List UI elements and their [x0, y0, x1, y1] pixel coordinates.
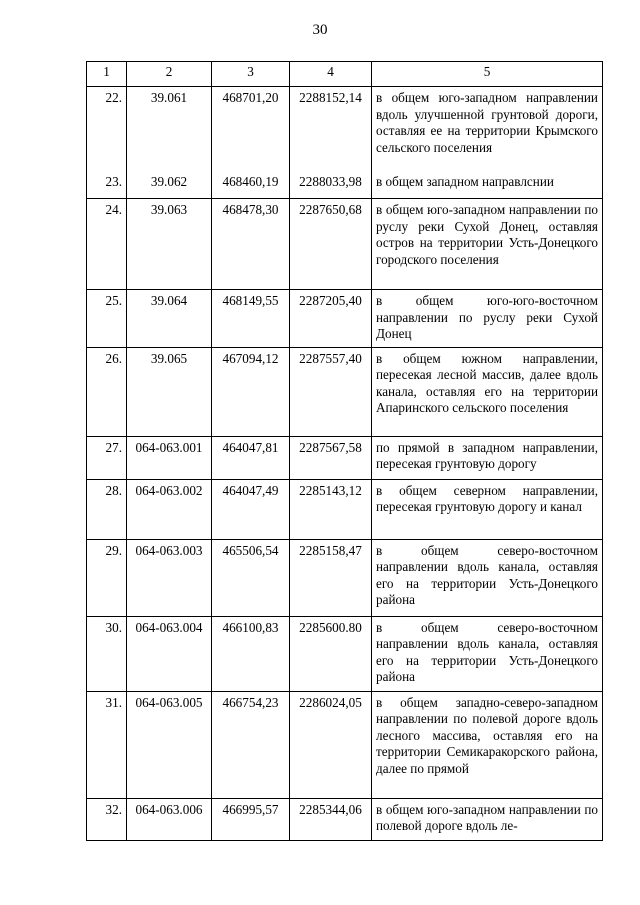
row-number: 30.: [87, 616, 127, 691]
header-cell: 4: [290, 62, 372, 87]
coord-x: 466100,83: [212, 616, 290, 691]
row-number: 31.: [87, 691, 127, 798]
header-cell: 2: [127, 62, 212, 87]
coord-y: 2285143,12: [290, 479, 372, 539]
coord-y: 2285344,06: [290, 798, 372, 840]
table-row: [87, 436, 603, 479]
coord-y: 2287205,40: [290, 290, 372, 348]
point-id: 064-063.004: [127, 616, 212, 691]
coord-x: 466995,57: [212, 798, 290, 840]
coord-y: 2288033,98: [290, 171, 372, 199]
header-cell: 1: [87, 62, 127, 87]
direction-description: в общем юго-западном направлении по руслу реки Сухой Донец, оставляя остров на территории Усть-Донецкого городского поселения: [372, 199, 603, 290]
coord-y: 2287567,58: [290, 436, 372, 479]
table-row: [87, 539, 603, 616]
table-row: [87, 199, 603, 290]
direction-description: в общем северо-восточном направлении вдоль канала, оставляя его на территории Усть-Донецкого района: [372, 616, 603, 691]
table-row: [87, 616, 603, 691]
boundary-table: [86, 61, 603, 841]
table-row: [87, 798, 603, 840]
row-number: 27.: [87, 436, 127, 479]
point-id: 064-063.005: [127, 691, 212, 798]
table-row: [87, 290, 603, 348]
row-number: 26.: [87, 347, 127, 436]
row-number: 24.: [87, 199, 127, 290]
point-id: 39.064: [127, 290, 212, 348]
row-number: 23.: [87, 171, 127, 199]
coord-x: 468460,19: [212, 171, 290, 199]
point-id: 39.063: [127, 199, 212, 290]
direction-description: в общем юго-западном направлении вдоль улучшенной грунтовой дороги, оставляя ее на территории Крымского сельского поселения: [372, 87, 603, 171]
point-id: 064-063.006: [127, 798, 212, 840]
header-cell: 5: [372, 62, 603, 87]
coord-y: 2285158,47: [290, 539, 372, 616]
point-id: 39.065: [127, 347, 212, 436]
coord-x: 466754,23: [212, 691, 290, 798]
table-row: [87, 347, 603, 436]
header-cell: 3: [212, 62, 290, 87]
coord-x: 467094,12: [212, 347, 290, 436]
point-id: 064-063.001: [127, 436, 212, 479]
direction-description: в общем северо-восточном направлении вдоль канала, оставляя его на территории Усть-Донецкого района: [372, 539, 603, 616]
point-id: 39.061: [127, 87, 212, 171]
row-number: 32.: [87, 798, 127, 840]
table-row: [87, 479, 603, 539]
direction-description: в общем юго-западном направлении по полевой дороге вдоль ле-: [372, 798, 603, 840]
coord-y: 2285600.80: [290, 616, 372, 691]
coord-y: 2287650,68: [290, 199, 372, 290]
row-number: 28.: [87, 479, 127, 539]
direction-description: в общем южном направлении, пересекая лесной массив, далее вдоль канала, оставляя его на территории Апаринского сельского поселения: [372, 347, 603, 436]
coord-x: 465506,54: [212, 539, 290, 616]
point-id: 39.062: [127, 171, 212, 199]
coord-x: 468701,20: [212, 87, 290, 171]
coord-x: 464047,49: [212, 479, 290, 539]
coord-y: 2287557,40: [290, 347, 372, 436]
coord-x: 468149,55: [212, 290, 290, 348]
direction-description: в общем юго-юго-восточном направлении по руслу реки Сухой Донец: [372, 290, 603, 348]
table-row: [87, 171, 603, 199]
row-number: 22.: [87, 87, 127, 171]
direction-description: по прямой в западном направлении, пересекая грунтовую дорогу: [372, 436, 603, 479]
page-number: 30: [312, 22, 328, 38]
point-id: 064-063.003: [127, 539, 212, 616]
table-header-row: [87, 62, 603, 87]
table-row: [87, 691, 603, 798]
direction-description: в общем западном направлснии: [372, 171, 603, 199]
coord-x: 464047,81: [212, 436, 290, 479]
coord-x: 468478,30: [212, 199, 290, 290]
point-id: 064-063.002: [127, 479, 212, 539]
row-number: 29.: [87, 539, 127, 616]
row-number: 25.: [87, 290, 127, 348]
coord-y: 2288152,14: [290, 87, 372, 171]
direction-description: в общем западно-северо-западном направлении по полевой дороге вдоль лесного массива, оставляя его на территории Семикаракорского района, далее по прямой: [372, 691, 603, 798]
coord-y: 2286024,05: [290, 691, 372, 798]
direction-description: в общем северном направлении, пересекая грунтовую дорогу и канал: [372, 479, 603, 539]
table-row: [87, 87, 603, 171]
